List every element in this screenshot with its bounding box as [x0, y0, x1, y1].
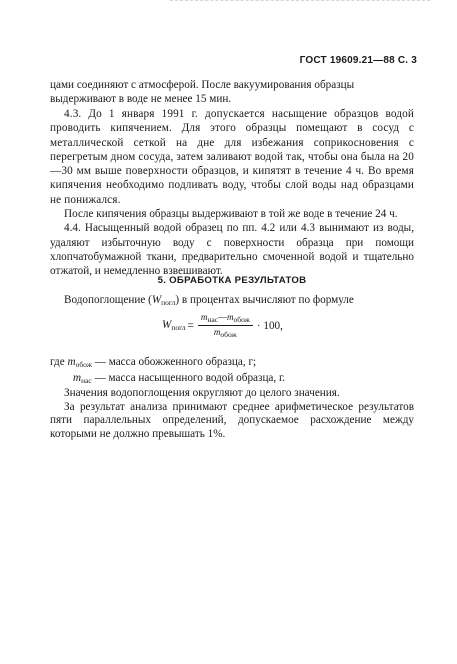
- formula-lhs-sub: погл: [171, 323, 186, 332]
- paragraph-4-3-text: 4.3. До 1 января 1991 г. допускается насыщение образцов водой проводить кипячением. Для этого образцы помещают в сосуд с металлической сеткой на дне для избежания соприкосновения с перегретым дном сосуда, затем заливают водой так, чтобы она была на 20—30 мм выше поверхности образцов, и кипятят в течение 4 ч. Во время кипячения необходимо подливать воду, чтобы слой воды над образцами не понижался.: [50, 108, 414, 206]
- numerator-symbol-a: m: [200, 312, 208, 322]
- intro-after: ) в процентах вычисляют по формуле: [175, 294, 354, 306]
- section-title: 5. ОБРАБОТКА РЕЗУЛЬТАТОВ: [157, 275, 307, 286]
- definition-1-text: — масса обожженного образца, г;: [91, 356, 257, 368]
- formula-lhs: [162, 319, 186, 332]
- result-note: За результат анализа принимают среднее арифметическое результатов пяти параллельных определений, допускаемое расхождение между которыми не должно превышать 1%.: [50, 400, 414, 440]
- formula-numerator: [198, 312, 253, 326]
- definitions: [50, 356, 414, 442]
- formula-lhs-symbol: W: [162, 319, 172, 331]
- continuation-line-2: выдерживают в воде не менее 15 мин.: [50, 93, 232, 106]
- numerator-sub-a: нас: [207, 315, 219, 324]
- intro-symbol: W: [151, 294, 162, 306]
- formula-intro: [50, 293, 414, 310]
- definition-2: [50, 372, 414, 388]
- denominator-sub: обож: [220, 330, 237, 339]
- definition-1-sub: обож: [75, 360, 92, 369]
- definition-2-text: — масса насыщенного водой образца, г.: [91, 371, 286, 384]
- paragraph-4-4-text: 4.4. Насыщенный водой образец по пп. 4.2 или 4.3 вынимают из воды, удаляют избыточную воду с поверхности образца при помощи хлопчатобумажной ткани, предварительно смоченной водой и тщательно отжатой, и немедленно взвешивают.: [50, 222, 414, 278]
- definition-2-sub: нас: [81, 375, 92, 385]
- formula: [162, 312, 283, 339]
- formula-fraction: [198, 312, 253, 339]
- formula-tail: · 100,: [256, 319, 283, 332]
- definition-2-symbol: m: [73, 371, 82, 384]
- denominator-symbol: m: [213, 327, 221, 337]
- definition-where: где: [50, 356, 65, 368]
- rounding-note: Значения водопоглощения округляют до целого значения.: [64, 387, 340, 400]
- paragraph-4-3-after: После кипячения образцы выдерживают в той же воде в течение 24 ч.: [64, 208, 398, 221]
- definition-1-symbol: m: [67, 356, 76, 368]
- scan-artifact-line: [170, 0, 430, 4]
- numerator-minus: —: [218, 312, 228, 322]
- intro-before: Водопоглощение (: [64, 294, 152, 306]
- formula-denominator: [214, 326, 237, 339]
- numerator-sub-b: обож: [233, 315, 250, 324]
- running-head: ГОСТ 19609.21—88 С. 3: [299, 55, 417, 66]
- continuation-block: [50, 78, 414, 107]
- definition-1: [50, 356, 414, 372]
- intro-symbol-sub: погл: [161, 298, 176, 307]
- formula-equals: =: [187, 319, 194, 332]
- numerator-symbol-b: m: [227, 312, 234, 322]
- paragraph-4-3: [50, 107, 414, 279]
- continuation-line-1: цами соединяют с атмосферой. После вакуумирования образцы: [50, 79, 355, 91]
